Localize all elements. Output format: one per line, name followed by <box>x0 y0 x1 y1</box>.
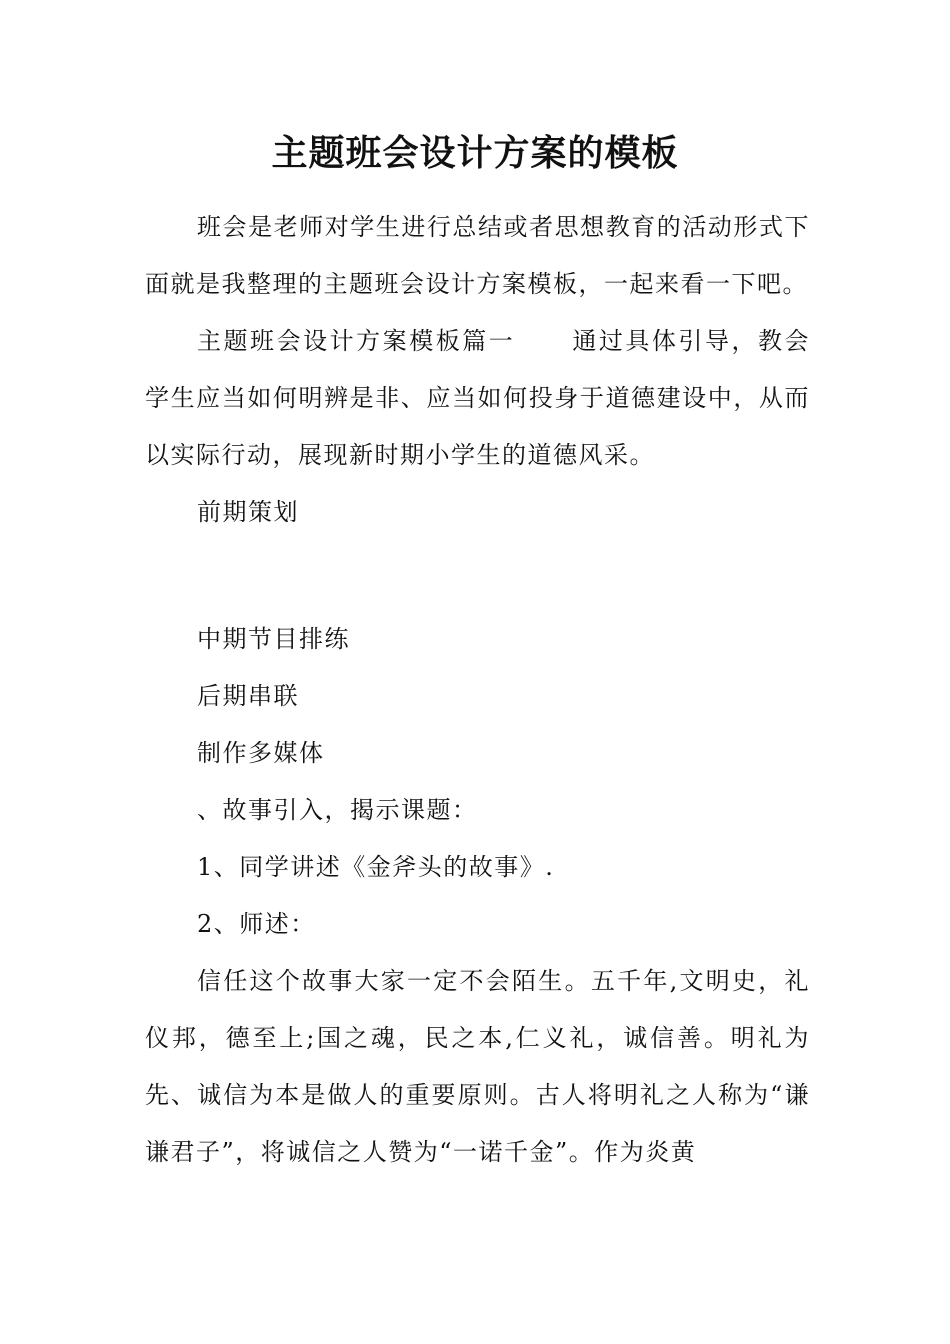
document-title: 主题班会设计方案的模板 <box>271 132 679 174</box>
plan-item-late: 后期串联 <box>197 682 299 710</box>
intro-paragraph: 班会是老师对学生进行总结或者思想教育的活动形式下面就是我整理的主题班会设计方案模板，一起来看一下吧。 <box>145 213 810 298</box>
trust-paragraph: 信任这个故事大家一定不会陌生。五千年,文明史，礼仪邦，德至上;国之魂，民之本,仁义礼，诚信善。明礼为先、诚信为本是做人的重要原则。古人将明礼之人称为“谦谦君子”，将诚信之人赞为“一诺千金”。作为炎黄 <box>145 967 810 1166</box>
plan-item-media: 制作多媒体 <box>197 739 325 767</box>
section-paragraph <box>145 313 810 484</box>
document-body <box>145 199 810 1181</box>
story-step-1: 1、同学讲述《金斧头的故事》. <box>197 853 555 881</box>
story-intro-heading: 、故事引入，揭示课题： <box>197 796 478 824</box>
blank-space <box>145 541 810 611</box>
plan-item-middle: 中期节目排练 <box>197 625 350 653</box>
plan-item-early: 前期策划 <box>197 498 299 526</box>
section-heading: 主题班会设计方案模板篇一 <box>197 327 516 355</box>
section-intro-text: 通过具体引导，教会学生应当如何明辨是非、应当如何投身于道德建设中，从而以实际行动，展现新时期小学生的道德风采。 <box>145 327 811 469</box>
story-step-2: 2、师述： <box>197 910 316 938</box>
